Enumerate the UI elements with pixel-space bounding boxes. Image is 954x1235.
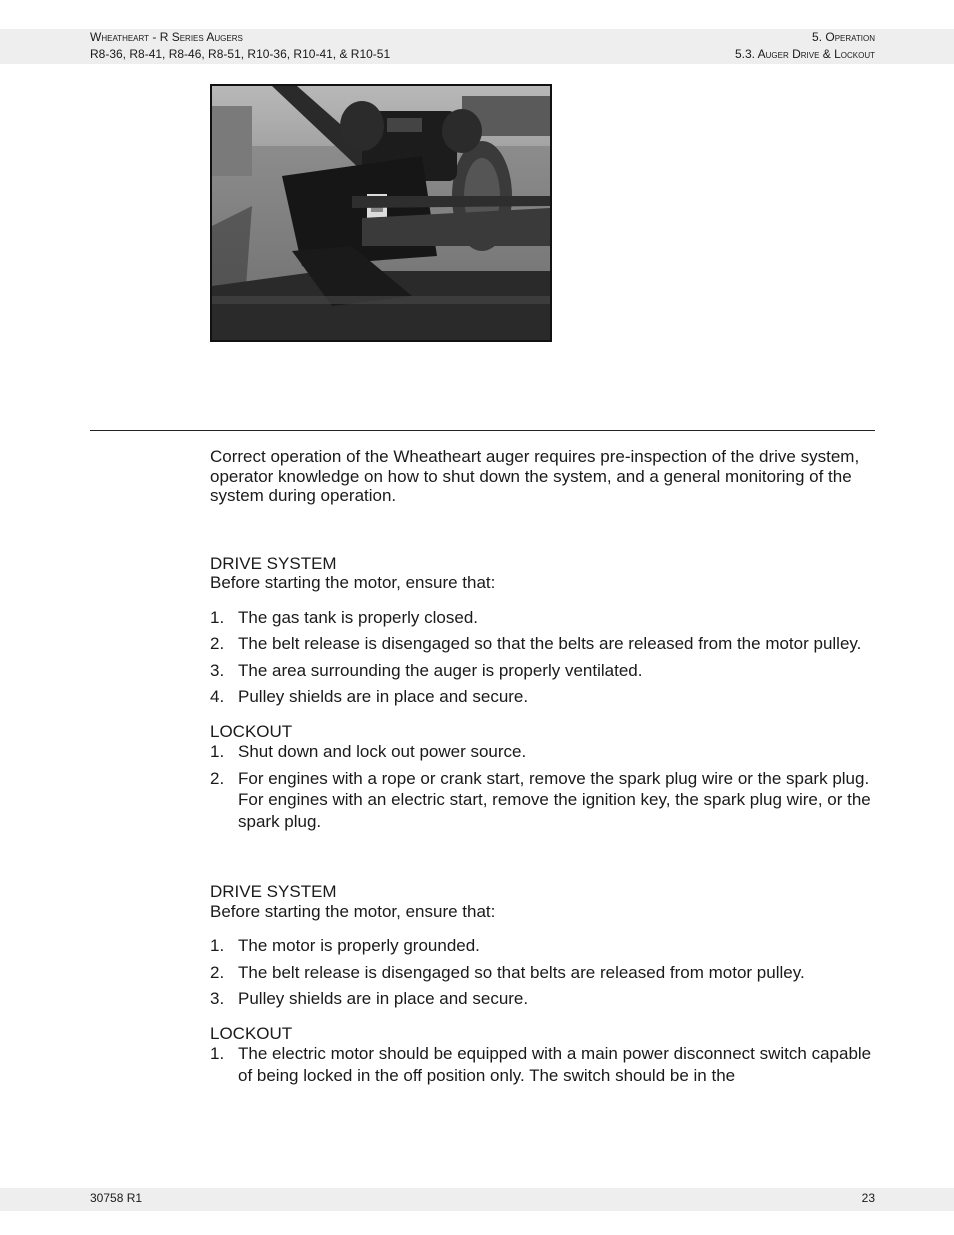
list-item: 1. Shut down and lock out power source. [210,742,527,761]
electric-drive-lead: Before starting the motor, ensure that: [210,901,496,921]
list-item: 3. Pulley shields are in place and secure. [210,989,529,1008]
list-item: 2. The belt release is disengaged so that belts are released from motor pulley. [210,962,805,982]
gas-drive-system-heading: DRIVE SYSTEM [210,553,337,573]
section-content [210,447,875,1100]
list-item: 1. The gas tank is properly closed. [210,607,479,627]
list-item: 2. The belt release is disengaged so that the belts are released from the motor pulley. [210,634,862,653]
gas-lockout-steps [210,741,875,832]
footer-doc-number: 30758 R1 [90,1191,143,1205]
electric-lockout-steps [210,1043,875,1086]
list-item: 1. The electric motor should be equipped with a main power disconnect switch capable of being locked in the off position only. The switch should be in the [210,1044,872,1085]
section-divider [90,430,875,431]
electric-drive-system-heading: DRIVE SYSTEM [210,882,337,901]
gas-drive-lead: Before starting the motor, ensure that: [210,573,496,592]
header-left [90,29,390,63]
gas-lockout-heading: LOCKOUT [210,721,293,741]
list-item: 4. Pulley shields are in place and secure. [210,687,529,706]
gas-drive-steps [210,607,875,708]
header-models: R8-36, R8-41, R8-46, R8-51, R10-36, R10-41, & R10-51 [90,47,391,61]
list-item: 1. The motor is properly grounded. [210,936,480,955]
footer-page-number: 23 [861,1191,875,1205]
gas-engine-drive-photo [210,84,552,342]
list-item: 3. The area surrounding the auger is properly ventilated. [210,660,643,680]
section-gap [210,846,875,882]
header-section: 5.3. Auger Drive & Lockout [734,47,875,61]
engine-illustration [212,86,550,340]
page-header [0,29,954,64]
header-chapter: 5. Operation [812,30,875,44]
header-right [735,29,875,63]
list-item: 2. For engines with a rope or crank start, remove the spark plug wire or the spark plug. For engines with an electric start, remove the ignition key, the spark plug wire, or the spark plug. [210,768,871,831]
intro-paragraph: Correct operation of the Wheatheart auger requires pre-inspection of the drive system, operator knowledge on how to shut down the system, and a general monitoring of the system during operation. [210,447,860,505]
electric-lockout-heading: LOCKOUT [210,1023,293,1043]
header-title: Wheatheart - R Series Augers [90,30,243,44]
electric-drive-steps [210,935,875,1010]
page-footer [0,1188,954,1211]
